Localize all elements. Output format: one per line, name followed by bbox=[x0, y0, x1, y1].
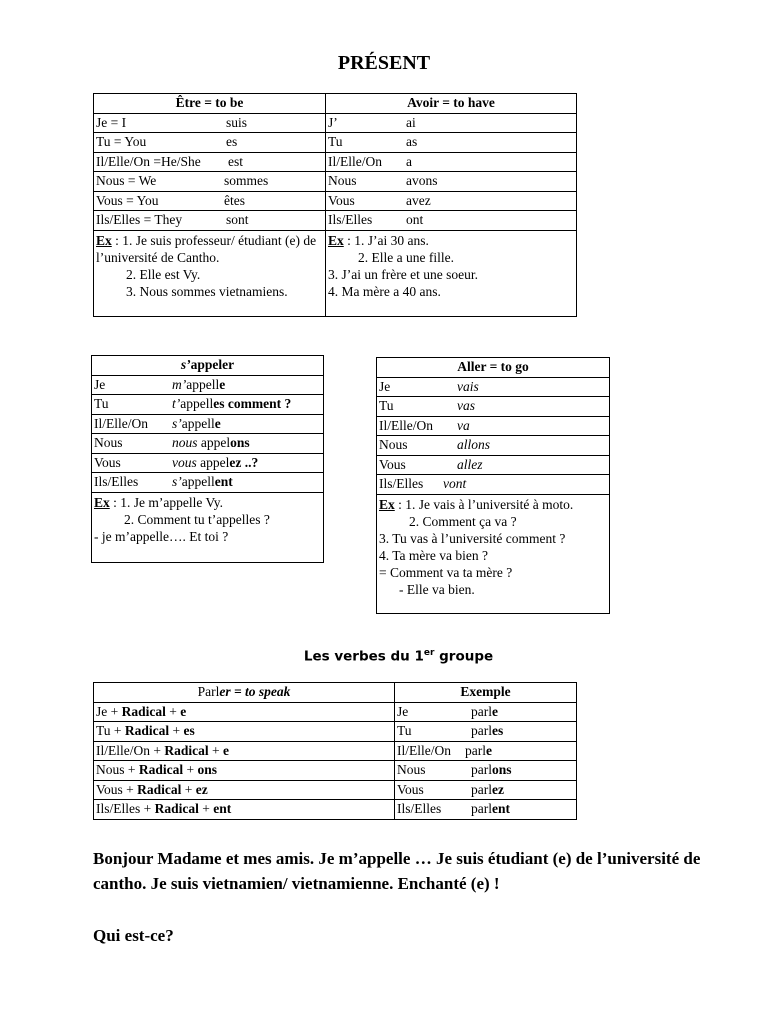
appeler-reflexive: t’ bbox=[172, 396, 181, 411]
appeler-ending: ent bbox=[214, 474, 233, 489]
table-row: Je + Radical + e Je parle bbox=[94, 702, 577, 722]
aller-form: va bbox=[457, 417, 470, 433]
avoir-pronoun: J’ bbox=[328, 114, 338, 130]
appeler-reflexive: nous bbox=[172, 435, 198, 450]
table-row: Vous + Radical + ez Vous parlez bbox=[94, 780, 577, 800]
example-line: 2. Comment tu t’appelles ? bbox=[124, 511, 270, 527]
appeler-table bbox=[91, 355, 324, 563]
etre-pronoun: Vous = You bbox=[96, 192, 159, 208]
aller-pronoun: Tu bbox=[379, 398, 394, 413]
avoir-form: ai bbox=[406, 114, 416, 130]
table-row bbox=[92, 434, 324, 454]
appeler-reflexive: s’ bbox=[172, 415, 182, 431]
table-row bbox=[94, 191, 577, 211]
example-line: 4. Ma mère a 40 ans. bbox=[328, 283, 441, 299]
avoir-pronoun: Tu bbox=[328, 134, 343, 149]
appeler-stem: appell bbox=[186, 376, 220, 392]
avoir-form: avons bbox=[406, 173, 438, 188]
etre-pronoun: Tu = You bbox=[96, 134, 147, 149]
etre-avoir-table bbox=[93, 93, 577, 317]
intro-paragraph: Bonjour Madame et mes amis. Je m’appelle … Je suis étudiant (e) de l’université de cantho. Je suis vietnamien/ vietnamienne. Enchanté (e) ! bbox=[93, 849, 701, 893]
appeler-ending: es comment ? bbox=[213, 396, 292, 411]
example-line: : 1. J’ai 30 ans. bbox=[343, 232, 429, 248]
aller-form: vais bbox=[457, 378, 479, 394]
example-line: - je m’appelle…. Et toi ? bbox=[94, 528, 229, 544]
aller-form: vas bbox=[457, 398, 475, 413]
appeler-stem: appell bbox=[181, 415, 215, 431]
example-line: 3. Nous sommes vietnamiens. bbox=[126, 283, 288, 299]
aller-examples bbox=[377, 494, 610, 613]
example-label: Ex bbox=[379, 496, 395, 512]
example-label: Ex bbox=[94, 494, 110, 510]
example-line: : 1. Je m’appelle Vy. bbox=[109, 494, 223, 510]
appeler-header: s’appeler bbox=[92, 356, 324, 376]
aller-table bbox=[376, 357, 610, 614]
table-row bbox=[377, 475, 610, 495]
aller-pronoun: Je bbox=[379, 378, 391, 394]
etre-form: sommes bbox=[224, 173, 269, 188]
appeler-pronoun: Il/Elle/On bbox=[94, 415, 148, 431]
avoir-form: ont bbox=[406, 212, 424, 227]
aller-form: allons bbox=[457, 437, 491, 452]
table-row: Il/Elle/On + Radical + e Il/Elle/On parle bbox=[94, 741, 577, 761]
example-line: 4. Ta mère va bien ? bbox=[379, 547, 489, 563]
example-line: 3. J’ai un frère et une soeur. bbox=[328, 266, 478, 282]
example-line: 2. Elle est Vy. bbox=[126, 266, 201, 282]
aller-form: allez bbox=[457, 456, 483, 472]
table-row bbox=[94, 211, 577, 231]
avoir-examples bbox=[326, 230, 577, 316]
parler-header: Parler = to speak bbox=[94, 683, 395, 703]
etre-form: suis bbox=[226, 114, 248, 130]
example-line: : 1. Je suis professeur/ étudiant (e) de l’université de Cantho. bbox=[96, 232, 317, 265]
example-line: - Elle va bien. bbox=[399, 581, 475, 597]
etre-pronoun: Il/Elle/On =He/She bbox=[96, 153, 201, 169]
appeler-stem: appel bbox=[196, 454, 230, 470]
parler-table bbox=[93, 682, 577, 820]
appeler-ending: ons bbox=[230, 435, 250, 450]
aller-pronoun: Il/Elle/On bbox=[379, 417, 433, 433]
appeler-reflexive: s’ bbox=[172, 474, 182, 489]
aller-pronoun: Ils/Elles bbox=[379, 476, 424, 491]
table-row bbox=[92, 453, 324, 473]
avoir-header: Avoir = to have bbox=[326, 94, 577, 114]
table-row bbox=[94, 113, 577, 133]
section-heading: Les verbes du 1er groupe bbox=[303, 648, 494, 665]
table-row bbox=[377, 377, 610, 397]
example-line: 2. Comment ça va ? bbox=[409, 513, 517, 529]
appeler-pronoun: Vous bbox=[94, 454, 121, 470]
appeler-reflexive: m’ bbox=[172, 376, 187, 392]
table-row bbox=[92, 395, 324, 415]
etre-form: êtes bbox=[224, 192, 245, 208]
aller-pronoun: Nous bbox=[379, 437, 408, 452]
avoir-form: a bbox=[406, 153, 412, 169]
avoir-form: as bbox=[406, 134, 418, 149]
appeler-pronoun: Ils/Elles bbox=[94, 474, 139, 489]
table-row bbox=[94, 172, 577, 192]
avoir-pronoun: Nous bbox=[328, 173, 357, 188]
example-line: 2. Elle a une fille. bbox=[358, 249, 454, 265]
example-line: 3. Tu vas à l’université comment ? bbox=[379, 530, 566, 546]
table-row bbox=[377, 397, 610, 417]
avoir-form: avez bbox=[406, 192, 431, 208]
appeler-stem: appell bbox=[181, 474, 215, 489]
table-row bbox=[94, 152, 577, 172]
appeler-examples bbox=[92, 492, 324, 562]
etre-form: est bbox=[228, 153, 243, 169]
appeler-stem: appell bbox=[180, 396, 214, 411]
appeler-pronoun: Nous bbox=[94, 435, 123, 450]
etre-examples bbox=[94, 230, 326, 316]
table-row bbox=[92, 473, 324, 493]
table-row bbox=[92, 375, 324, 395]
page-title: PRÉSENT bbox=[337, 52, 431, 74]
example-line: = Comment va ta mère ? bbox=[379, 564, 513, 580]
appeler-ending: e bbox=[219, 376, 226, 392]
table-row bbox=[94, 133, 577, 153]
avoir-pronoun: Vous bbox=[328, 192, 355, 208]
table-row bbox=[377, 416, 610, 436]
appeler-pronoun: Tu bbox=[94, 396, 109, 411]
table-row: Nous + Radical + ons Nous parlons bbox=[94, 761, 577, 781]
aller-pronoun: Vous bbox=[379, 456, 406, 472]
etre-form: sont bbox=[226, 212, 249, 227]
appeler-ending: ez ..? bbox=[229, 454, 259, 470]
etre-pronoun: Nous = We bbox=[96, 173, 157, 188]
appeler-ending: e bbox=[214, 415, 221, 431]
appeler-stem: appel bbox=[197, 435, 231, 450]
example-line: : 1. Je vais à l’université à moto. bbox=[394, 496, 574, 512]
exemple-header: Exemple bbox=[395, 683, 577, 703]
avoir-pronoun: Ils/Elles bbox=[328, 212, 373, 227]
aller-form: vont bbox=[443, 476, 467, 491]
appeler-reflexive: vous bbox=[172, 454, 197, 470]
etre-form: es bbox=[226, 134, 238, 149]
example-label: Ex bbox=[96, 232, 112, 248]
question-text: Qui est-ce? bbox=[93, 926, 174, 945]
aller-header: Aller = to go bbox=[377, 358, 610, 378]
table-row bbox=[377, 455, 610, 475]
appeler-pronoun: Je bbox=[94, 376, 106, 392]
table-row bbox=[377, 436, 610, 456]
example-label: Ex bbox=[328, 232, 344, 248]
table-row: Tu + Radical + es Tu parles bbox=[94, 722, 577, 742]
etre-header: Être = to be bbox=[94, 94, 326, 114]
table-row bbox=[92, 414, 324, 434]
etre-pronoun: Ils/Elles = They bbox=[96, 212, 183, 227]
avoir-pronoun: Il/Elle/On bbox=[328, 153, 382, 169]
table-row: Ils/Elles + Radical + ent Ils/Elles parlent bbox=[94, 800, 577, 820]
etre-pronoun: Je = I bbox=[96, 114, 127, 130]
